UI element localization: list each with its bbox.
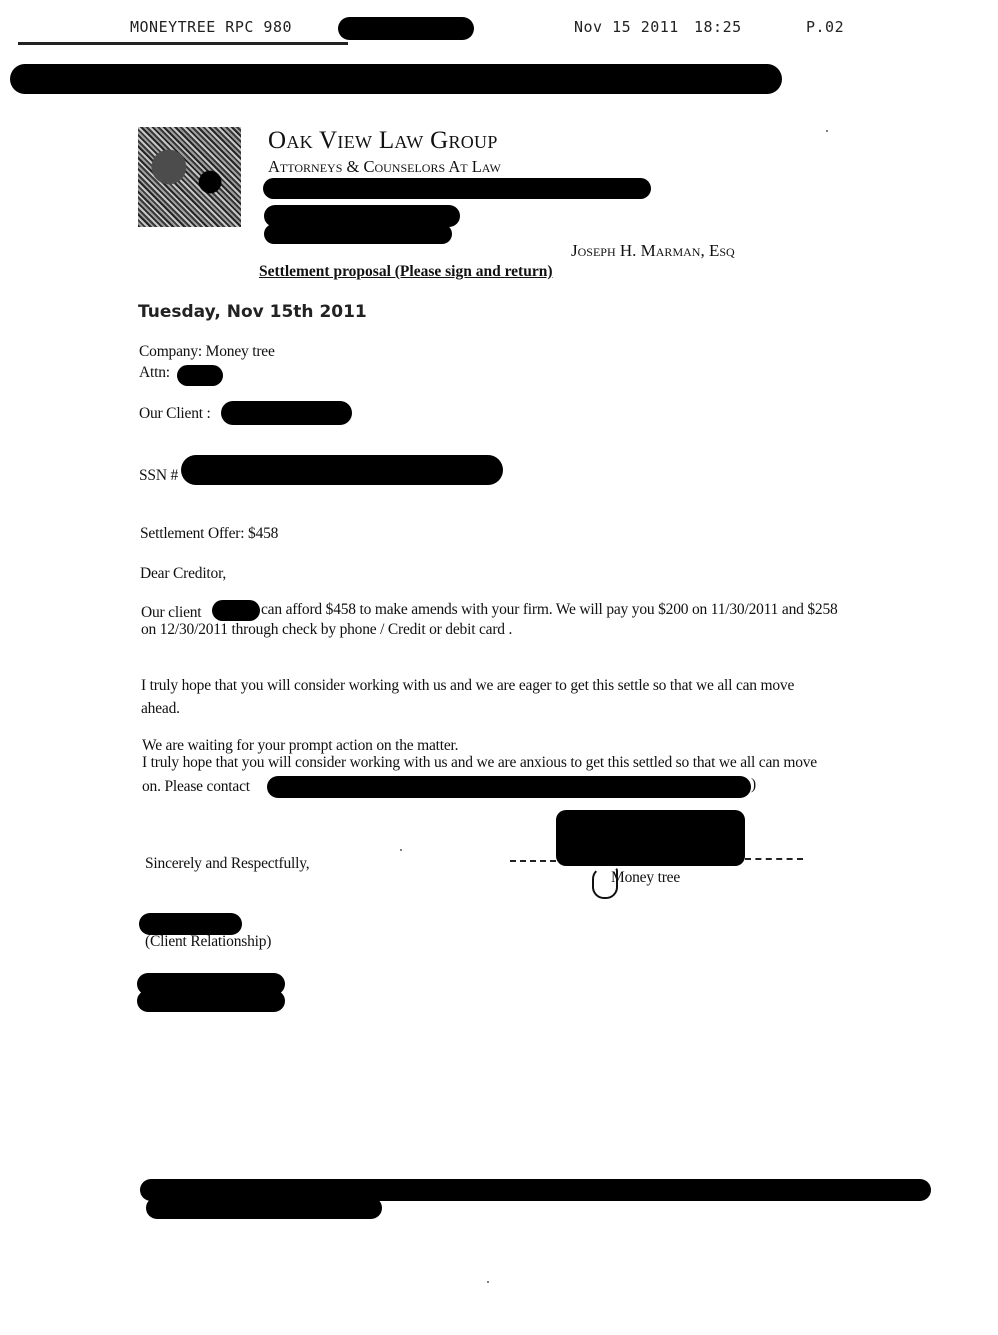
paragraph-2-line-2: ahead. <box>141 700 180 717</box>
signature-caption: Money tree <box>611 869 681 886</box>
signature-line-right <box>745 858 803 860</box>
settlement-offer: Settlement Offer: $458 <box>140 525 279 542</box>
company-line: Company: Money tree <box>139 343 275 360</box>
fax-time: 18:25 <box>694 18 742 36</box>
scan-speck <box>826 130 828 132</box>
redaction-bar <box>10 64 782 94</box>
fax-sender: MONEYTREE RPC 980 <box>130 18 293 36</box>
paragraph-1-line-2: on 12/30/2011 through check by phone / Credit or debit card . <box>141 621 513 638</box>
redaction-bar <box>338 17 474 40</box>
redaction-bar <box>137 990 285 1012</box>
paragraph-3-line-1: We are waiting for your prompt action on the matter. <box>142 737 459 754</box>
paragraph-3-line-2: I truly hope that you will consider working with us and we are anxious to get this settled so that we all can move <box>142 754 817 771</box>
paragraph-3-line-3: on. Please contact <box>142 778 250 795</box>
paragraph-1-start: Our client <box>141 604 202 621</box>
attn-label: Attn: <box>139 364 170 381</box>
scan-speck <box>400 849 402 851</box>
letter-date: Tuesday, Nov 15th 2011 <box>138 302 367 322</box>
client-label: Our Client : <box>139 405 211 422</box>
client-relationship: (Client Relationship) <box>145 933 272 950</box>
fax-page-number: P.02 <box>806 18 845 36</box>
signature-redaction <box>556 810 745 866</box>
redaction-bar <box>212 600 260 621</box>
redaction-bar <box>264 224 452 244</box>
redaction-bar <box>263 178 651 199</box>
redaction-bar <box>139 913 242 935</box>
redaction-bar <box>181 455 503 485</box>
ssn-label: SSN # <box>139 467 179 484</box>
redaction-bar <box>221 401 352 425</box>
paragraph-1-line-1: can afford $458 to make amends with your firm. We will pay you $200 on 11/30/2011 and $258 <box>261 601 838 618</box>
document-heading: Settlement proposal (Please sign and return) <box>259 263 553 280</box>
signature-line-left <box>510 860 556 862</box>
firm-subtitle: Attorneys & Counselors At Law <box>268 157 501 176</box>
paragraph-3-close: ) <box>751 776 756 793</box>
firm-logo-image <box>138 127 241 227</box>
paragraph-2-line-1: I truly hope that you will consider working with us and we are eager to get this settle so that we all can move <box>141 677 795 694</box>
attorney-name: Joseph H. Marman, Esq <box>571 241 735 260</box>
firm-name: Oak View Law Group <box>268 127 498 154</box>
salutation: Dear Creditor, <box>140 565 227 582</box>
fax-date: Nov 15 2011 <box>574 18 679 36</box>
fax-header-rule <box>18 42 348 45</box>
redaction-bar <box>177 365 223 386</box>
scan-speck <box>487 1281 489 1283</box>
redaction-bar <box>146 1197 382 1219</box>
redaction-bar <box>267 776 751 798</box>
closing: Sincerely and Respectfully, <box>145 855 310 872</box>
